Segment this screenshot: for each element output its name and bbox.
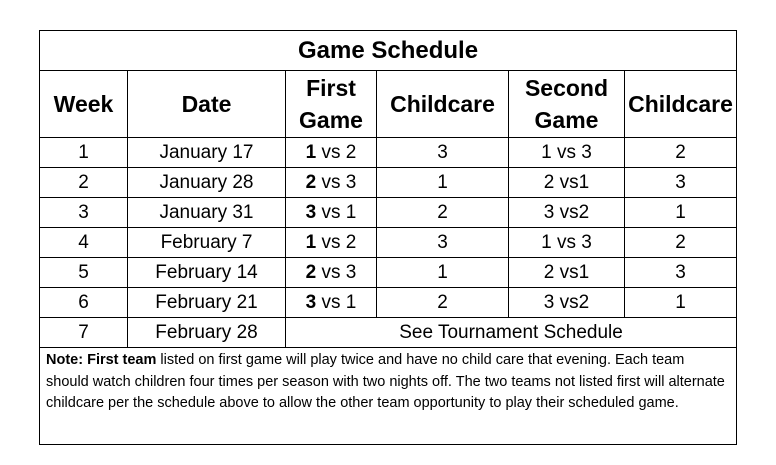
header-row	[40, 71, 737, 138]
table-row-tournament	[40, 318, 737, 348]
header-childcare-1: Childcare	[377, 71, 509, 138]
cell-first-game	[286, 258, 377, 288]
cell-first-game	[286, 198, 377, 228]
cell-childcare-2: 1	[625, 198, 737, 228]
first-game-rest: vs 1	[316, 201, 357, 223]
header-first-game	[286, 71, 377, 138]
cell-childcare-2: 3	[625, 258, 737, 288]
cell-date: January 17	[128, 138, 286, 168]
game-schedule-table	[39, 30, 737, 445]
cell-week: 2	[40, 168, 128, 198]
cell-first-game	[286, 288, 377, 318]
cell-second-game: 3 vs2	[509, 288, 625, 318]
first-game-rest: vs 3	[316, 261, 357, 283]
cell-second-game: 1 vs 3	[509, 138, 625, 168]
first-team: 2	[305, 261, 317, 283]
note-text: listed on first game will play twice and have no child care that evening. Each team should watch children four times per season with two nights off. The two teams not listed first will alternate childcare per the schedule above to allow the other team opportunity to play their scheduled game.	[46, 352, 725, 411]
table-row	[40, 138, 737, 168]
cell-date: February 14	[128, 258, 286, 288]
cell-second-game: 3 vs2	[509, 198, 625, 228]
cell-week: 4	[40, 228, 128, 258]
cell-first-game	[286, 228, 377, 258]
first-team: 1	[305, 141, 317, 163]
first-game-rest: vs 3	[316, 171, 357, 193]
table-row	[40, 198, 737, 228]
header-date: Date	[128, 71, 286, 138]
cell-date: January 31	[128, 198, 286, 228]
first-team: 3	[305, 201, 317, 223]
cell-week: 5	[40, 258, 128, 288]
first-game-rest: vs 1	[316, 291, 357, 313]
table-row	[40, 258, 737, 288]
cell-childcare-2: 2	[625, 138, 737, 168]
cell-second-game: 2 vs1	[509, 258, 625, 288]
title-row	[40, 31, 737, 71]
header-second-game-line1: Second	[524, 75, 609, 101]
cell-week: 6	[40, 288, 128, 318]
first-team: 1	[305, 231, 317, 253]
table-row	[40, 168, 737, 198]
cell-childcare-2: 1	[625, 288, 737, 318]
header-second-game-line2: Game	[534, 107, 599, 133]
table-title: Game Schedule	[40, 31, 737, 71]
first-game-rest: vs 2	[316, 141, 357, 163]
header-childcare-2: Childcare	[625, 71, 737, 138]
table-row	[40, 228, 737, 258]
cell-childcare-2: 3	[625, 168, 737, 198]
tournament-schedule-cell: See Tournament Schedule	[286, 318, 737, 348]
note-row	[40, 348, 737, 445]
cell-first-game	[286, 138, 377, 168]
cell-second-game: 1 vs 3	[509, 228, 625, 258]
note-bold-phrase: First team	[87, 352, 157, 368]
cell-childcare-1: 3	[377, 138, 509, 168]
first-game-rest: vs 2	[316, 231, 357, 253]
cell-childcare-1: 2	[377, 198, 509, 228]
cell-week: 7	[40, 318, 128, 348]
cell-second-game: 2 vs1	[509, 168, 625, 198]
cell-date: February 28	[128, 318, 286, 348]
header-second-game	[509, 71, 625, 138]
schedule-note	[40, 348, 737, 445]
header-first-game-line2: Game	[299, 107, 363, 133]
cell-date: February 21	[128, 288, 286, 318]
header-first-game-line1: First	[306, 75, 356, 101]
table-row	[40, 288, 737, 318]
header-week: Week	[40, 71, 128, 138]
cell-childcare-1: 1	[377, 258, 509, 288]
cell-childcare-1: 3	[377, 228, 509, 258]
cell-week: 3	[40, 198, 128, 228]
cell-date: January 28	[128, 168, 286, 198]
cell-childcare-1: 1	[377, 168, 509, 198]
cell-first-game	[286, 168, 377, 198]
first-team: 3	[305, 291, 317, 313]
cell-childcare-1: 2	[377, 288, 509, 318]
cell-date: February 7	[128, 228, 286, 258]
first-team: 2	[305, 171, 317, 193]
note-label: Note:	[46, 352, 84, 368]
cell-childcare-2: 2	[625, 228, 737, 258]
cell-week: 1	[40, 138, 128, 168]
